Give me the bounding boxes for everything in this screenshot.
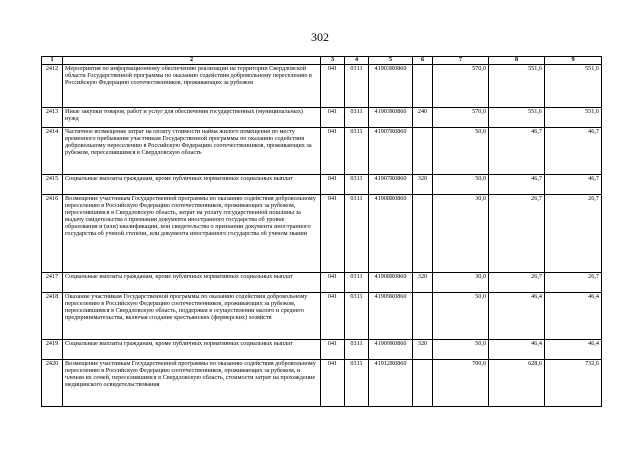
cell-amount-1: 30,0 (433, 273, 489, 293)
row-number: 2416 (42, 195, 63, 273)
cell-amount-3: 551,6 (545, 65, 602, 108)
cell-expense-type (413, 195, 433, 273)
table-row (42, 175, 602, 195)
cell-target-code: 41912R0860 (369, 360, 413, 407)
cell-amount-3: 551,6 (545, 108, 602, 128)
cell-amount-2: 26,7 (489, 273, 545, 293)
column-header: 8 (489, 57, 545, 65)
column-header: 5 (369, 57, 413, 65)
cell-target-code: 41908R0860 (369, 273, 413, 293)
column-header: 2 (63, 57, 321, 65)
cell-amount-1: 50,0 (433, 293, 489, 340)
cell-amount-3: 46,7 (545, 128, 602, 175)
cell-section-code: 0311 (345, 175, 369, 195)
column-header: 9 (545, 57, 602, 65)
cell-section-code: 0311 (345, 128, 369, 175)
cell-admin-code: 041 (321, 65, 345, 108)
budget-table (41, 56, 602, 407)
cell-amount-2: 628,6 (489, 360, 545, 407)
cell-expense-type: 240 (413, 108, 433, 128)
row-number: 2413 (42, 108, 63, 128)
cell-target-code: 41907R0860 (369, 128, 413, 175)
row-number: 2420 (42, 360, 63, 407)
cell-admin-code: 041 (321, 273, 345, 293)
row-description: Возмещение участникам Государственной программы по оказанию содействия добровольному переселению в Российскую Федерацию соотечественников, проживающих за рубежом, переселившимся в Свердловскую область, затрат на уплату государственной пошлины за выдачу свидетельства о признании документа иностранного государства об уровне образования и (или) квалификации, или свидетельства о признании документа иностранного государства об ученой степени, или документа иностранного государства об ученом звании (63, 195, 321, 273)
cell-target-code: 41909R0860 (369, 340, 413, 360)
cell-amount-1: 50,0 (433, 340, 489, 360)
table-row (42, 108, 602, 128)
column-header: 6 (413, 57, 433, 65)
cell-admin-code: 041 (321, 195, 345, 273)
row-description: Частичное возмещение затрат на оплату стоимости найма жилого помещения по месту временного пребывания участникам Государственной программы по оказанию содействия добровольному переселению в Российскую Федерацию соотечественников, проживающих за рубежом, переселившимся в Свердловскую область (63, 128, 321, 175)
cell-target-code: 41903R0860 (369, 108, 413, 128)
row-description: Социальные выплаты гражданам, кроме публичных нормативных социальных выплат (63, 175, 321, 195)
cell-amount-2: 551,6 (489, 65, 545, 108)
cell-amount-2: 551,6 (489, 108, 545, 128)
cell-admin-code: 041 (321, 108, 345, 128)
table-row (42, 195, 602, 273)
cell-expense-type (413, 293, 433, 340)
cell-admin-code: 041 (321, 340, 345, 360)
cell-amount-3: 732,6 (545, 360, 602, 407)
cell-admin-code: 041 (321, 175, 345, 195)
cell-amount-2: 26,7 (489, 195, 545, 273)
cell-section-code: 0311 (345, 273, 369, 293)
cell-admin-code: 041 (321, 128, 345, 175)
row-description: Возмещение участникам Государственной программы по оказанию содействия добровольному переселению в Российскую Федерацию соотечественников, проживающих за рубежом, и членам их семей, переселившимся в Свердловскую область, стоимости затрат на прохождение медицинского освидетельствования (63, 360, 321, 407)
cell-expense-type: 320 (413, 273, 433, 293)
page-number: 302 (311, 30, 329, 44)
cell-amount-2: 46,7 (489, 175, 545, 195)
column-header: 4 (345, 57, 369, 65)
cell-amount-3: 46,4 (545, 293, 602, 340)
cell-expense-type (413, 128, 433, 175)
cell-expense-type: 320 (413, 340, 433, 360)
table-row (42, 65, 602, 108)
cell-section-code: 0311 (345, 293, 369, 340)
row-description: Социальные выплаты гражданам, кроме публичных нормативных социальных выплат (63, 273, 321, 293)
row-number: 2417 (42, 273, 63, 293)
row-number: 2418 (42, 293, 63, 340)
row-description: Иные закупки товаров, работ и услуг для обеспечения государственных (муниципальных) нужд (63, 108, 321, 128)
row-description: Оказание участникам Государственной программы по оказанию содействия добровольному переселению в Российскую Федерацию соотечественников, проживающих за рубежом, переселившимся в Свердловскую область, поддержки в осуществлении малого и среднего предпринимательства, включая создание крестьянских (фермерских) хозяйств (63, 293, 321, 340)
column-header: 1 (42, 57, 63, 65)
cell-amount-1: 30,0 (433, 195, 489, 273)
table-row (42, 293, 602, 340)
table-row (42, 128, 602, 175)
table-row (42, 273, 602, 293)
cell-target-code: 41903R0860 (369, 65, 413, 108)
cell-amount-3: 26,7 (545, 273, 602, 293)
cell-section-code: 0311 (345, 108, 369, 128)
cell-section-code: 0311 (345, 65, 369, 108)
cell-expense-type (413, 360, 433, 407)
cell-amount-1: 50,0 (433, 175, 489, 195)
row-number: 2414 (42, 128, 63, 175)
cell-amount-1: 570,0 (433, 65, 489, 108)
cell-target-code: 41907R0860 (369, 175, 413, 195)
cell-admin-code: 041 (321, 293, 345, 340)
cell-expense-type: 320 (413, 175, 433, 195)
table-row (42, 360, 602, 407)
cell-amount-2: 46,4 (489, 340, 545, 360)
cell-target-code: 41908R0860 (369, 195, 413, 273)
row-number: 2419 (42, 340, 63, 360)
cell-amount-2: 46,4 (489, 293, 545, 340)
cell-section-code: 0311 (345, 340, 369, 360)
cell-amount-3: 46,7 (545, 175, 602, 195)
cell-amount-1: 50,0 (433, 128, 489, 175)
cell-amount-2: 46,7 (489, 128, 545, 175)
cell-target-code: 41909R0860 (369, 293, 413, 340)
cell-section-code: 0311 (345, 195, 369, 273)
row-description: Социальные выплаты гражданам, кроме публичных нормативных социальных выплат (63, 340, 321, 360)
row-number: 2415 (42, 175, 63, 195)
row-description: Мероприятия по информационному обеспечению реализации на территории Свердловской области Государственной программы по оказанию содействия добровольному переселению в Российскую Федерацию соотечественников, проживающих за рубежом (63, 65, 321, 108)
column-header: 7 (433, 57, 489, 65)
cell-section-code: 0311 (345, 360, 369, 407)
cell-amount-3: 46,4 (545, 340, 602, 360)
header-row (42, 57, 602, 65)
cell-expense-type (413, 65, 433, 108)
table-row (42, 340, 602, 360)
row-number: 2412 (42, 65, 63, 108)
cell-amount-3: 26,7 (545, 195, 602, 273)
cell-admin-code: 041 (321, 360, 345, 407)
cell-amount-1: 570,0 (433, 108, 489, 128)
cell-amount-1: 700,0 (433, 360, 489, 407)
column-header: 3 (321, 57, 345, 65)
